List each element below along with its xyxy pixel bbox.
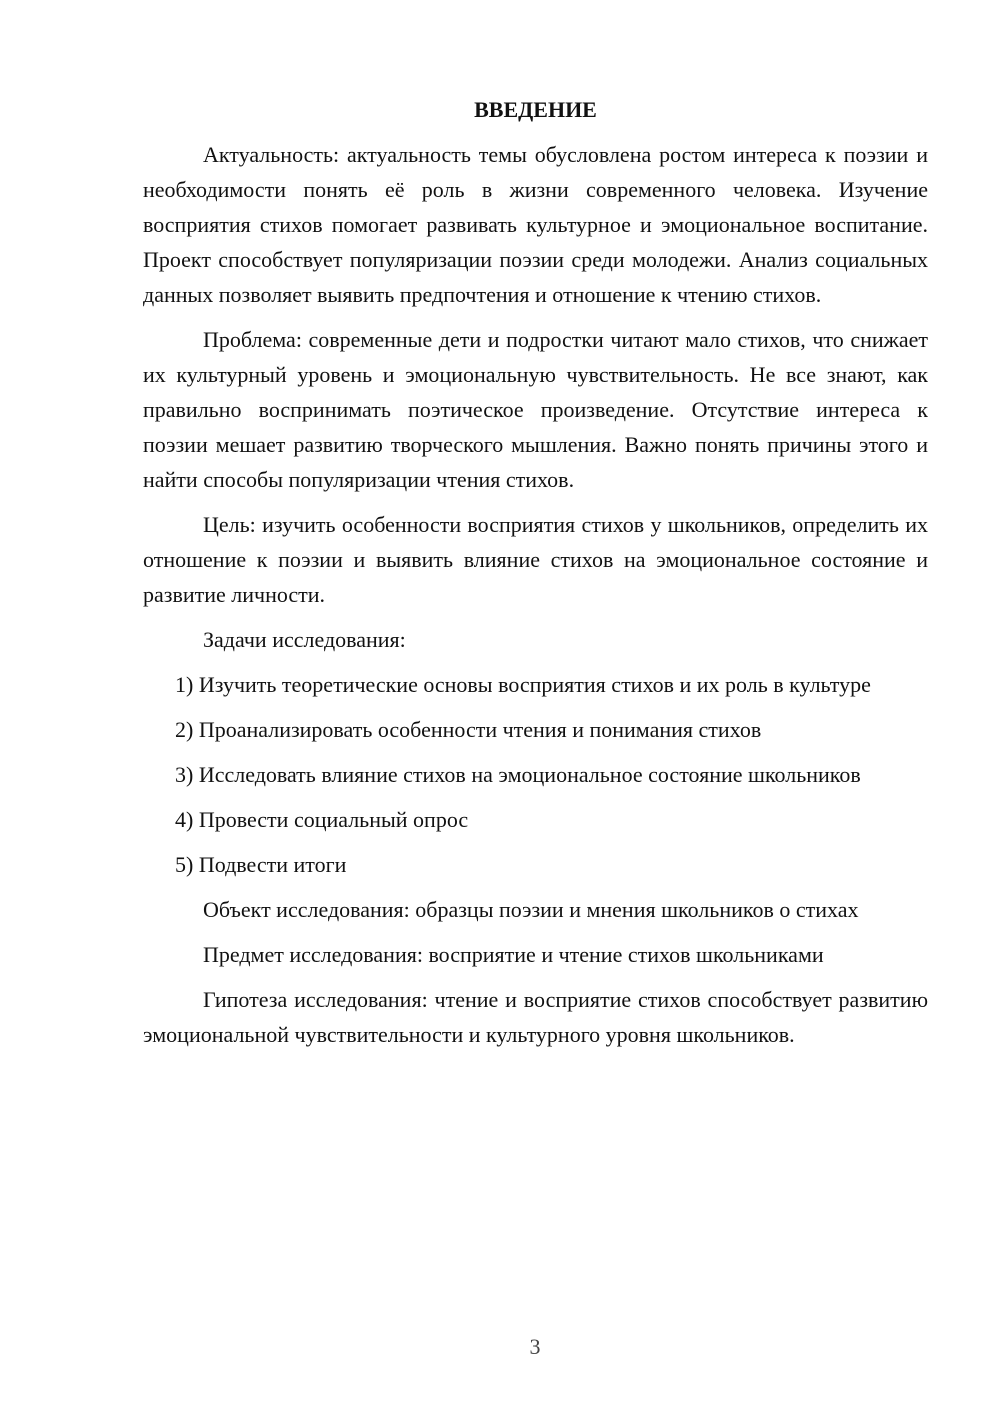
page-number: 3 — [529, 1334, 541, 1359]
section-title: ВВЕДЕНИЕ — [474, 97, 597, 122]
task-item: 4) Провести социальный опрос — [175, 807, 469, 832]
paragraph-subject: Предмет исследования: восприятие и чтение стихов школьниками — [203, 942, 824, 967]
task-item: 5) Подвести итоги — [175, 852, 347, 877]
paragraph-object: Объект исследования: образцы поэзии и мнения школьников о стихах — [203, 897, 859, 922]
paragraph-relevance: Актуальность: актуальность темы обусловлена ростом интереса к поэзии и необходимости понять её роль в жизни современного человека. Изучение восприятия стихов помогает развивать культурное и эмоциональное воспитание. Проект способствует популяризации поэзии среди молодежи. Анализ социальных данных позволяет выявить предпочтения и отношение к чтению стихов. — [143, 142, 928, 307]
task-item: 3) Исследовать влияние стихов на эмоциональное состояние школьников — [175, 762, 861, 787]
paragraph-problem: Проблема: современные дети и подростки читают мало стихов, что снижает их культурный уровень и эмоциональную чувствительность. Не все знают, как правильно воспринимать поэтическое произведение. Отсутствие интереса к поэзии мешает развитию творческого мышления. Важно понять причины этого и найти способы популяризации чтения стихов. — [143, 327, 928, 492]
tasks-heading: Задачи исследования: — [203, 627, 406, 652]
paragraph-hypothesis: Гипотеза исследования: чтение и восприятие стихов способствует развитию эмоциональной чувствительности и культурного уровня школьников. — [143, 987, 928, 1047]
task-item: 1) Изучить теоретические основы восприятия стихов и их роль в культуре — [175, 672, 871, 697]
task-item: 2) Проанализировать особенности чтения и понимания стихов — [175, 717, 762, 742]
paragraph-goal: Цель: изучить особенности восприятия стихов у школьников, определить их отношение к поэзии и выявить влияние стихов на эмоциональное состояние и развитие личности. — [143, 512, 928, 607]
document-body — [143, 92, 928, 1062]
